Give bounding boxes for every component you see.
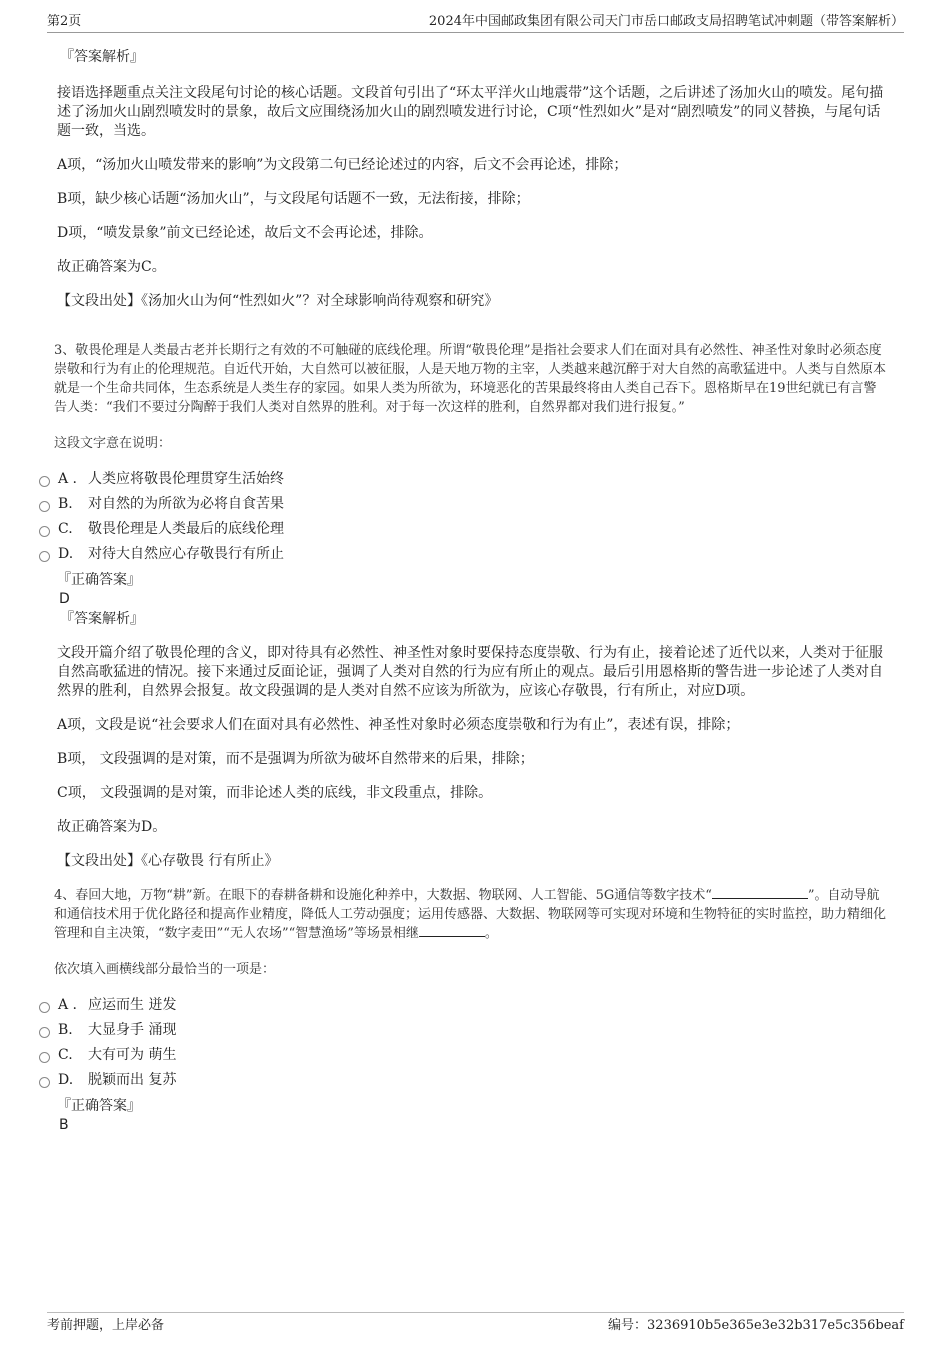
option-text: 对自然的为所欲为必将自食苦果 [88, 496, 284, 512]
analysis-option-b: B项，缺少核心话题“汤加火山”，与文段尾句话题不一致，无法衔接，排除； [57, 191, 530, 207]
analysis-conclusion: 故正确答案为C。 [57, 259, 166, 275]
page-number: 第2页 [47, 14, 82, 29]
question-prompt: 这段文字意在说明： [54, 436, 172, 451]
option-list [0, 467, 887, 567]
option-text: 敬畏伦理是人类最后的底线伦理 [88, 521, 284, 537]
passage-source: 【文段出处】《心存敬畏 行有所止》 [57, 853, 279, 869]
question-prompt: 依次填入画横线部分最恰当的一项是： [54, 962, 276, 977]
option-text: 大显身手 涌现 [88, 1022, 177, 1038]
option-d[interactable] [0, 542, 887, 567]
page-header [47, 14, 904, 33]
question-stem [54, 886, 887, 943]
option-letter: A . [58, 471, 78, 487]
passage-source: 【文段出处】《汤加火山为何“性烈如火”？对全球影响尚待观察和研究》 [57, 293, 499, 309]
stem-text-2: ”。自动导航和通信技术用于优化路径和提高作业精度，降低人工劳动强度；运用传感器、大数据、物联网等可实现对环境和生物特征的实时监控，助力精细化管理和自主决策，“数字麦田”“无人农场”“智慧渔场”等场景相继 [54, 888, 887, 941]
page-footer [47, 1312, 904, 1333]
option-list [0, 993, 887, 1093]
correct-answer-label: 『正确答案』 [57, 572, 141, 588]
option-letter: C. [58, 521, 73, 537]
option-text: 应运而生 迸发 [88, 997, 177, 1013]
stem-text-1: 4、春回大地，万物“耕”新。在眼下的春耕备耕和设施化种养中，大数据、物联网、人工智能、5G通信等数字技术“ [54, 888, 712, 903]
fill-blank-2 [419, 924, 485, 937]
analysis-label: 『答案解析』 [60, 611, 144, 627]
radio-button[interactable] [39, 551, 50, 562]
option-b[interactable] [0, 492, 887, 517]
option-d[interactable] [0, 1068, 887, 1093]
option-c[interactable] [0, 517, 887, 542]
question-stem: 3、敬畏伦理是人类最古老并长期行之有效的不可触碰的底线伦理。所谓“敬畏伦理”是指社会要求人们在面对具有必然性、神圣性对象时必须态度崇敬和行为有止的伦理规范。自近代开始，大自然可以被征服，人是天地万物的主宰，人类越来越沉醉于对大自然的高歌猛进中。人类与自然原本就是一个生命共同体，生态系统是人类生存的家园。如果人类为所欲为，环境恶化的苦果最终将由人类自己吞下。恩格斯早在19世纪就已有言警告人类：“我们不要过分陶醉于我们人类对自然界的胜利。对于每一次这样的胜利，自然界都对我们进行报复。” [54, 343, 887, 415]
analysis-label: 『答案解析』 [60, 49, 144, 65]
analysis-conclusion: 故正确答案为D。 [57, 819, 167, 835]
analysis-option-a: A项，“汤加火山喷发带来的影响”为文段第二句已经论述过的内容，后文不会再论述，排除； [57, 157, 628, 173]
option-letter: C. [58, 1047, 73, 1063]
radio-button[interactable] [39, 1077, 50, 1088]
correct-answer: D [59, 591, 70, 607]
option-letter: B. [58, 496, 73, 512]
option-letter: A . [58, 997, 78, 1013]
footer-slogan: 考前押题，上岸必备 [47, 1318, 165, 1333]
option-a[interactable] [0, 993, 887, 1018]
correct-answer-label: 『正确答案』 [57, 1098, 141, 1114]
option-c[interactable] [0, 1043, 887, 1068]
stem-text-3: 。 [484, 926, 498, 941]
analysis-option-c: C项， 文段强调的是对策，而非论述人类的底线，非文段重点，排除。 [57, 785, 493, 801]
radio-button[interactable] [39, 1052, 50, 1063]
option-letter: D. [58, 546, 74, 562]
correct-answer: B [59, 1117, 69, 1133]
option-letter: D. [58, 1072, 74, 1088]
option-text: 脱颖而出 复苏 [88, 1072, 177, 1088]
option-text: 对待大自然应心存敬畏行有所止 [88, 546, 284, 562]
option-text: 大有可为 萌生 [88, 1047, 177, 1063]
document-serial: 编号：3236910b5e365e3e32b317e5c356beaf [608, 1318, 904, 1333]
radio-button[interactable] [39, 1027, 50, 1038]
option-b[interactable] [0, 1018, 887, 1043]
fill-blank-1 [712, 886, 808, 899]
option-text: 人类应将敬畏伦理贯穿生活始终 [88, 471, 284, 487]
radio-button[interactable] [39, 1002, 50, 1013]
analysis-option-a: A项，文段是说“社会要求人们在面对具有必然性、神圣性对象时必须态度崇敬和行为有止”，表述有误，排除； [57, 717, 740, 733]
radio-button[interactable] [39, 501, 50, 512]
page-content [54, 46, 887, 1134]
option-a[interactable] [0, 467, 887, 492]
radio-button[interactable] [39, 526, 50, 537]
document-title: 2024年中国邮政集团有限公司天门市岳口邮政支局招聘笔试冲刺题（带答案解析） [428, 14, 904, 29]
analysis-text: 文段开篇介绍了敬畏伦理的含义，即对待具有必然性、神圣性对象时要保持态度崇敬、行为有止，接着论述了近代以来，人类对于征服自然高歌猛进的情况。接下来通过反面论证，强调了人类对自然的行为应有所止的观点。最后引用恩格斯的警告进一步论述了人类对自然界的胜利，自然界会报复。故文段强调的是人类对自然不应该为所欲为，应该心存敬畏，行有所止，对应D项。 [57, 645, 883, 699]
analysis-option-b: B项， 文段强调的是对策，而不是强调为所欲为破坏自然带来的后果，排除； [57, 751, 534, 767]
analysis-text: 接语选择题重点关注文段尾句讨论的核心话题。文段首句引出了“环太平洋火山地震带”这个话题，之后讲述了汤加火山的喷发。尾句描述了汤加火山剧烈喷发时的景象，故后文应围绕汤加火山的剧烈喷发进行讨论，C项“性烈如火”是对“剧烈喷发”的同义替换，与尾句话题一致，当选。 [57, 85, 884, 139]
analysis-option-d: D项，“喷发景象”前文已经论述，故后文不会再论述，排除。 [57, 225, 433, 241]
option-letter: B. [58, 1022, 73, 1038]
radio-button[interactable] [39, 476, 50, 487]
